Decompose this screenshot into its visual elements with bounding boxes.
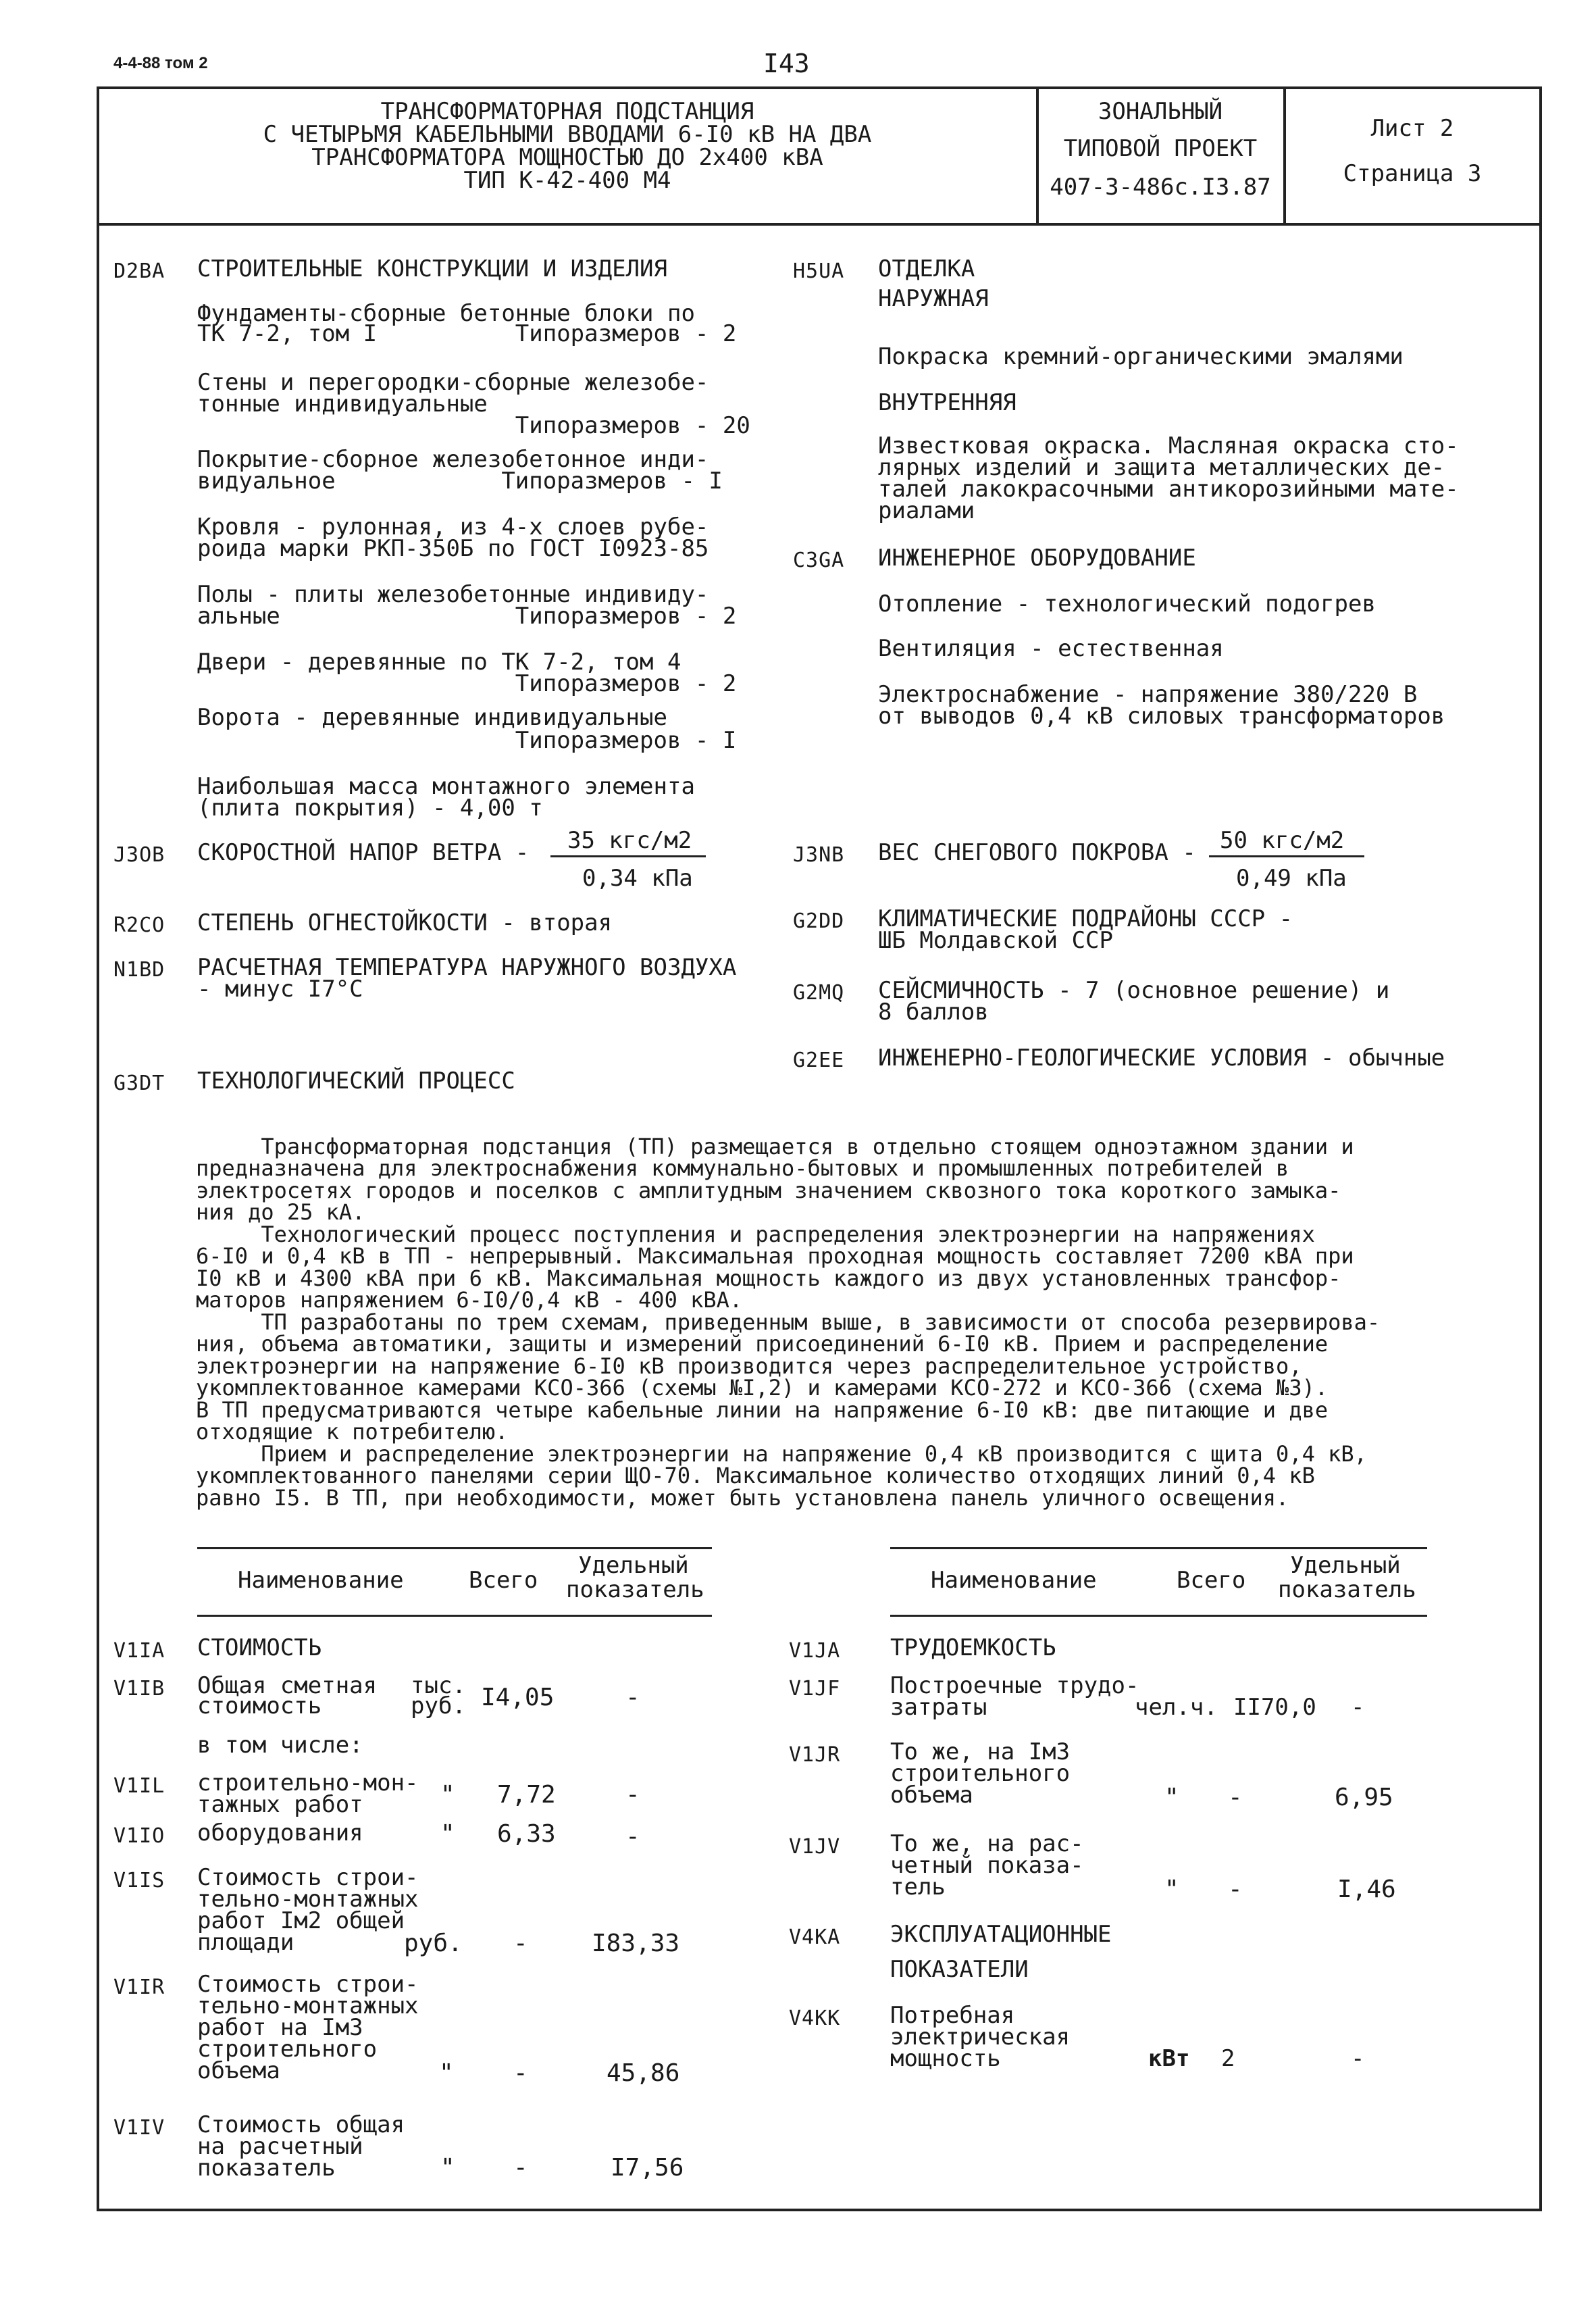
title-line-3: ТРАНСФОРМАТОРА МОЩНОСТЬЮ ДО 2х400 кВА bbox=[311, 144, 823, 171]
row-unit: чел.ч. bbox=[1135, 1694, 1218, 1721]
code-j3nb: J3NB bbox=[793, 843, 845, 867]
row-code: V1JV bbox=[789, 1835, 841, 1859]
page-label: Страница 3 bbox=[1343, 160, 1482, 187]
row-unit: кВт bbox=[1148, 2045, 1190, 2072]
row-name: Стоимость строи- bbox=[197, 1971, 419, 1998]
row-name: ПОКАЗАТЕЛИ bbox=[890, 1956, 1029, 1983]
row-total: II70,0 bbox=[1233, 1694, 1316, 1721]
row-name: строительно-мон- bbox=[197, 1769, 419, 1796]
seismic-line-2: 8 баллов bbox=[878, 999, 989, 1026]
row-code: V1IA bbox=[113, 1639, 165, 1663]
row-total: - bbox=[513, 2059, 528, 2087]
row-specific: 6,95 bbox=[1335, 1784, 1393, 1811]
title-divider-1 bbox=[1036, 86, 1039, 224]
fire-resistance: СТЕПЕНЬ ОГНЕСТОЙКОСТИ - вторая bbox=[197, 909, 613, 936]
row-code: V4KK bbox=[789, 2007, 841, 2030]
code-g2dd: G2DD bbox=[793, 909, 845, 933]
row-name: в том числе: bbox=[197, 1732, 363, 1759]
process-line: укомплектованного панелями серии ЩО-70. Максимальное количество отходящих линий 0,4 кВ bbox=[196, 1463, 1315, 1488]
code-r2co: R2CO bbox=[113, 913, 165, 937]
row-unit: руб. bbox=[404, 1930, 463, 1957]
process-line: I0 кВ и 4300 кВА при 6 кВ. Максимальная мощность каждого из двух установленных трансфор- bbox=[196, 1265, 1341, 1291]
process-line: электроэнергии на напряжение 6-I0 кВ производится через распределительное устройство, bbox=[196, 1353, 1302, 1379]
row-name: электрическая bbox=[890, 2023, 1071, 2051]
row-unit: " bbox=[439, 2059, 454, 2087]
row-code: V1JF bbox=[789, 1677, 841, 1701]
table-left-top-rule bbox=[197, 1547, 712, 1549]
row-name: мощность bbox=[890, 2045, 1001, 2072]
engineering-heading: ИНЖЕНЕРНОЕ ОБОРУДОВАНИЕ bbox=[878, 545, 1196, 572]
code-d2ba: D2BA bbox=[113, 259, 165, 283]
row-name: на расчетный bbox=[197, 2133, 363, 2160]
construction-heading: СТРОИТЕЛЬНЫЕ КОНСТРУКЦИИ И ИЗДЕЛИЯ bbox=[197, 255, 667, 282]
sheet-label: Лист 2 bbox=[1370, 115, 1454, 142]
row-name: СТОИМОСТЬ bbox=[197, 1634, 322, 1661]
table-right-top-rule bbox=[890, 1547, 1427, 1549]
process-line: Трансформаторная подстанция (ТП) размещается в отдельно стоящем одноэтажном здании и bbox=[196, 1133, 1354, 1159]
climate-line-1: КЛИМАТИЧЕСКИЕ ПОДРАЙОНЫ СССР - bbox=[878, 905, 1293, 932]
project-line-2: ТИПОВОЙ ПРОЕКТ bbox=[1063, 135, 1258, 162]
construction-item-1b: ТК 7-2, том I Типоразмеров - 2 bbox=[197, 320, 737, 347]
row-name: То же, на рас- bbox=[890, 1830, 1084, 1857]
code-g2ee: G2EE bbox=[793, 1049, 845, 1072]
row-name: Стоимость общая bbox=[197, 2111, 405, 2138]
row-code: V1JA bbox=[789, 1639, 841, 1663]
climate-line-2: ШБ Молдавской ССР bbox=[878, 927, 1113, 954]
code-g3dt: G3DT bbox=[113, 1072, 165, 1095]
finishing-inner-line-4: риалами bbox=[878, 497, 975, 524]
title-line-4: ТИП К-42-400 М4 bbox=[463, 167, 671, 194]
construction-item-4a: Кровля - рулонная, из 4-х слоев рубе- bbox=[197, 513, 709, 540]
row-specific: - bbox=[1351, 2045, 1365, 2072]
table-right-header-specific-2: показатель bbox=[1278, 1576, 1416, 1603]
page-number: I43 bbox=[763, 49, 810, 78]
row-name: затраты bbox=[890, 1694, 987, 1721]
row-code: V1IV bbox=[113, 2116, 165, 2140]
row-specific: - bbox=[625, 1781, 640, 1809]
row-total: - bbox=[513, 2154, 528, 2182]
row-code: V1IB bbox=[113, 1677, 165, 1701]
power-supply-line-2: от выводов 0,4 кВ силовых трансформаторов bbox=[878, 703, 1445, 730]
snow-numerator: 50 кгс/м2 bbox=[1220, 827, 1345, 854]
process-line: укомплектованное камерами КСО-366 (схемы №I,2) и камерами КСО-272 и КСО-366 (схема №3). bbox=[196, 1375, 1329, 1401]
row-total: I4,05 bbox=[481, 1684, 555, 1711]
construction-item-1a: Фундаменты-сборные бетонные блоки по bbox=[197, 300, 695, 327]
table-left-header-total: Всего bbox=[469, 1567, 538, 1594]
temperature-line-2: - минус I7°С bbox=[197, 976, 363, 1003]
row-name: строительного bbox=[890, 1760, 1071, 1787]
row-specific: - bbox=[625, 1684, 640, 1711]
finishing-outer-heading: НАРУЖНАЯ bbox=[878, 285, 989, 312]
construction-item-4b: роида марки РКП-350Б по ГОСТ I0923-85 bbox=[197, 535, 709, 562]
finishing-outer-text: Покраска кремний-органическими эмалями bbox=[878, 343, 1404, 370]
row-name: Общая сметная bbox=[197, 1672, 378, 1699]
wind-label: СКОРОСТНОЙ НАПОР ВЕТРА - bbox=[197, 839, 530, 866]
row-unit: " bbox=[440, 1820, 455, 1848]
row-name: оборудования bbox=[197, 1819, 363, 1846]
row-specific: - bbox=[625, 1823, 640, 1851]
construction-item-5b: альные Типоразмеров - 2 bbox=[197, 603, 737, 630]
temperature-line-1: РАСЧЕТНАЯ ТЕМПЕРАТУРА НАРУЖНОГО ВОЗДУХА bbox=[197, 954, 737, 981]
wind-numerator: 35 кгс/м2 bbox=[567, 827, 692, 854]
table-right-header-rule bbox=[890, 1615, 1427, 1617]
title-block-bottom-rule bbox=[97, 223, 1542, 226]
construction-item-6a: Двери - деревянные по ТК 7-2, том 4 bbox=[197, 649, 681, 676]
construction-item-2c: Типоразмеров - 20 bbox=[197, 412, 750, 439]
doc-reference: 4-4-88 том 2 bbox=[113, 54, 208, 72]
snow-denominator: 0,49 кПа bbox=[1236, 865, 1347, 892]
code-h5ua: H5UA bbox=[793, 259, 845, 283]
process-line: ния, объема автоматики, защиты и измерений присоединений 6-I0 кВ. Прием и распределение bbox=[196, 1331, 1329, 1357]
row-unit: руб. bbox=[411, 1692, 466, 1719]
wind-denominator: 0,34 кПа bbox=[582, 865, 693, 892]
process-heading: ТЕХНОЛОГИЧЕСКИЙ ПРОЦЕСС bbox=[197, 1067, 515, 1095]
snow-fraction-bar bbox=[1209, 855, 1364, 857]
code-g2mq: G2MQ bbox=[793, 981, 845, 1005]
construction-item-3b: видуальное Типоразмеров - I bbox=[197, 468, 723, 495]
construction-item-3a: Покрытие-сборное железобетонное инди- bbox=[197, 446, 709, 473]
process-line: электросетях городов и поселков с амплитудным значением сквозного тока короткого замыка- bbox=[196, 1177, 1341, 1203]
row-name: работ Iм2 общей bbox=[197, 1907, 405, 1934]
finishing-inner-line-1: Известковая окраска. Масляная окраска сто- bbox=[878, 432, 1459, 459]
row-specific: 45,86 bbox=[607, 2059, 680, 2087]
process-line: отходящие к потребителю. bbox=[196, 1419, 509, 1444]
row-total: - bbox=[1228, 1784, 1243, 1811]
process-line: В ТП предусматриваются четыре кабельные линии на напряжение 6-I0 кВ: две питающие и две bbox=[196, 1397, 1329, 1423]
table-right-header-name: Наименование bbox=[931, 1567, 1097, 1594]
row-name: тажных работ bbox=[197, 1791, 363, 1818]
finishing-inner-heading: ВНУТРЕННЯЯ bbox=[878, 389, 1016, 416]
construction-item-8b: (плита покрытия) - 4,00 т bbox=[197, 795, 543, 822]
ventilation-text: Вентиляция - естественная bbox=[878, 635, 1224, 662]
process-line: ния до 25 кА. bbox=[196, 1199, 365, 1225]
row-total: 6,33 bbox=[497, 1820, 556, 1848]
construction-item-8a: Наибольшая масса монтажного элемента bbox=[197, 773, 695, 800]
row-name: площади bbox=[197, 1929, 294, 1956]
geology-text: ИНЖЕНЕРНО-ГЕОЛОГИЧЕСКИЕ УСЛОВИЯ - обычные bbox=[878, 1045, 1445, 1072]
row-name: Построечные трудо- bbox=[890, 1672, 1139, 1699]
row-code: V4KA bbox=[789, 1926, 841, 1949]
row-name: Стоимость строи- bbox=[197, 1864, 419, 1891]
row-total: - bbox=[513, 1930, 528, 1957]
row-specific: I7,56 bbox=[611, 2154, 684, 2182]
row-name: ЭКСПЛУАТАЦИОННЫЕ bbox=[890, 1921, 1112, 1948]
heating-text: Отопление - технологический подогрев bbox=[878, 590, 1376, 618]
row-name: ТРУДОЕМКОСТЬ bbox=[890, 1634, 1056, 1661]
row-total: 7,72 bbox=[497, 1781, 556, 1809]
row-specific: I83,33 bbox=[592, 1930, 680, 1957]
table-left-header-name: Наименование bbox=[238, 1567, 404, 1594]
seismic-line-1: СЕЙСМИЧНОСТЬ - 7 (основное решение) и bbox=[878, 977, 1390, 1004]
construction-item-2a: Стены и перегородки-сборные железобе- bbox=[197, 369, 709, 396]
process-description bbox=[196, 1113, 1380, 1531]
construction-item-7b: Типоразмеров - I bbox=[197, 727, 737, 754]
table-left-header-specific-2: показатель bbox=[566, 1576, 704, 1603]
row-code: V1JR bbox=[789, 1743, 841, 1767]
row-name: работ на Iм3 bbox=[197, 2014, 363, 2041]
table-right-header-total: Всего bbox=[1177, 1567, 1246, 1594]
process-line: предназначена для электроснабжения коммунально-бытовых и промышленных потребителей в bbox=[196, 1155, 1289, 1181]
row-unit: " bbox=[440, 2154, 455, 2182]
process-line: Технологический процесс поступления и распределения электроэнергии на напряжениях bbox=[196, 1221, 1315, 1247]
row-name: Потребная bbox=[890, 2002, 1015, 2029]
row-specific: - bbox=[1351, 1694, 1365, 1721]
row-name: четный показа- bbox=[890, 1852, 1084, 1879]
row-specific: I,46 bbox=[1337, 1876, 1396, 1903]
finishing-inner-line-3: талей лакокрасочными антикорозийными мате- bbox=[878, 476, 1459, 503]
row-code: V1IO bbox=[113, 1824, 165, 1848]
wind-fraction-bar bbox=[550, 855, 706, 857]
row-unit: " bbox=[1164, 1876, 1179, 1903]
row-total: 2 bbox=[1221, 2045, 1235, 2072]
process-line: Прием и распределение электроэнергии на напряжение 0,4 кВ производится с щита 0,4 кВ, bbox=[196, 1440, 1367, 1467]
construction-item-7a: Ворота - деревянные индивидуальные bbox=[197, 704, 667, 731]
row-code: V1IS bbox=[113, 1869, 165, 1892]
row-name: То же, на Iм3 bbox=[890, 1738, 1071, 1765]
title-line-2: С ЧЕТЫРЬМЯ КАБЕЛЬНЫМИ ВВОДАМИ 6-I0 кВ НА ДВА bbox=[263, 121, 872, 148]
row-name: тельно-монтажных bbox=[197, 1992, 419, 2019]
row-name: объема bbox=[197, 2057, 280, 2084]
code-j3ob: J3OB bbox=[113, 843, 165, 867]
finishing-inner-line-2: лярных изделий и защита металлических де- bbox=[878, 454, 1445, 481]
finishing-heading: ОТДЕЛКА bbox=[878, 255, 975, 282]
row-name: строительного bbox=[197, 2036, 378, 2063]
row-unit: тыс. bbox=[411, 1672, 466, 1699]
row-code: V1IR bbox=[113, 1976, 165, 1999]
construction-item-5a: Полы - плиты железобетонные индивиду- bbox=[197, 581, 709, 608]
process-line: 6-I0 и 0,4 кВ в ТП - непрерывный. Максимальная проходная мощность составляет 7200 кВА при bbox=[196, 1243, 1354, 1269]
code-n1bd: N1BD bbox=[113, 958, 165, 982]
row-unit: " bbox=[1164, 1784, 1179, 1811]
row-name: показатель bbox=[197, 2155, 336, 2182]
project-code: 407-3-486с.I3.87 bbox=[1050, 174, 1271, 201]
row-code: V1IL bbox=[113, 1774, 165, 1798]
snow-label: ВЕС СНЕГОВОГО ПОКРОВА - bbox=[878, 839, 1196, 866]
table-right-header-specific-1: Удельный bbox=[1290, 1552, 1401, 1579]
title-divider-2 bbox=[1283, 86, 1286, 224]
process-line: равно I5. В ТП, при необходимости, может быть установлена панель уличного освещения. bbox=[196, 1484, 1289, 1511]
power-supply-line-1: Электроснабжение - напряжение 380/220 В bbox=[878, 681, 1418, 708]
row-name: объема bbox=[890, 1782, 973, 1809]
row-name: стоимость bbox=[197, 1692, 322, 1719]
row-total: - bbox=[1228, 1876, 1243, 1903]
table-left-header-specific-1: Удельный bbox=[578, 1552, 689, 1579]
row-name: тельно-монтажных bbox=[197, 1886, 419, 1913]
title-line-1: ТРАНСФОРМАТОРНАЯ ПОДСТАНЦИЯ bbox=[380, 98, 754, 125]
row-unit: " bbox=[440, 1781, 455, 1809]
construction-item-6b: Типоразмеров - 2 bbox=[197, 670, 737, 697]
row-name: тель bbox=[890, 1873, 946, 1901]
construction-item-2b: тонные индивидуальные bbox=[197, 391, 488, 418]
project-line-1: ЗОНАЛЬНЫЙ bbox=[1098, 98, 1223, 125]
process-line: ТП разработаны по трем схемам, приведенным выше, в зависимости от способа резервирова- bbox=[196, 1309, 1381, 1335]
process-line: маторов напряжением 6-I0/0,4 кВ - 400 кВА. bbox=[196, 1287, 743, 1313]
table-left-header-rule bbox=[197, 1615, 712, 1617]
code-c3ga: C3GA bbox=[793, 549, 845, 572]
